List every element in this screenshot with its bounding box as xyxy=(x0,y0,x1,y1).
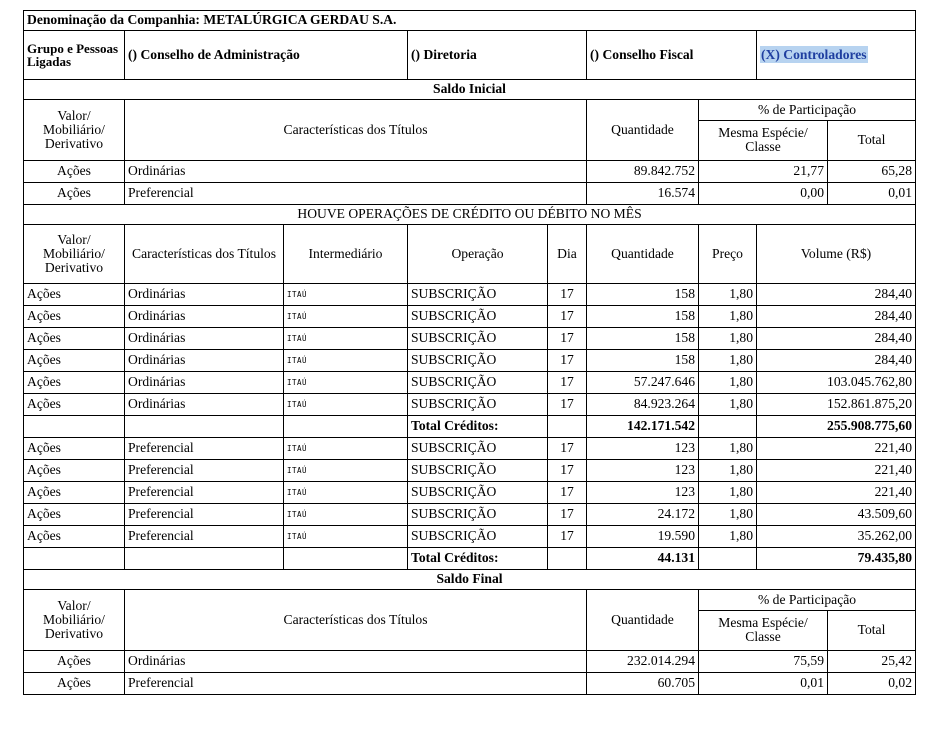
cell-valor: Ações xyxy=(24,526,125,548)
cell-operacao: SUBSCRIÇÃO xyxy=(408,350,548,372)
saldo-inicial-title: Saldo Inicial xyxy=(24,80,916,100)
total-volume: 255.908.775,60 xyxy=(757,416,916,438)
col-valor-header: Valor/ Mobiliário/ Derivativo xyxy=(24,590,125,651)
cell-caracteristicas: Preferencial xyxy=(125,460,284,482)
operation-row xyxy=(24,504,916,526)
cell-intermediario: ITAÚ xyxy=(284,306,408,328)
cell-preco: 1,80 xyxy=(699,394,757,416)
cell-operacao: SUBSCRIÇÃO xyxy=(408,482,548,504)
col-participacao-header: % de Participação xyxy=(699,590,916,611)
cell-preco: 1,80 xyxy=(699,526,757,548)
cell-quantidade: 24.172 xyxy=(587,504,699,526)
saldo-inicial-header-row-1 xyxy=(24,100,916,121)
cell-caracteristicas: Ordinárias xyxy=(125,350,284,372)
cell-caracteristicas: Preferencial xyxy=(125,526,284,548)
cell-volume: 284,40 xyxy=(757,284,916,306)
cell-operacao: SUBSCRIÇÃO xyxy=(408,460,548,482)
cell-intermediario: ITAÚ xyxy=(284,350,408,372)
company-name: Denominação da Companhia: METALÚRGICA GERDAU S.A. xyxy=(24,11,916,31)
ordinarias-total xyxy=(24,416,916,438)
cell-caracteristicas: Preferencial xyxy=(125,438,284,460)
cell-dia: 17 xyxy=(548,306,587,328)
col-valor-header: Valor/ Mobiliário/ Derivativo xyxy=(24,100,125,161)
securities-trading-form xyxy=(23,10,916,695)
cell-quantidade: 57.247.646 xyxy=(587,372,699,394)
group-label: Grupo e Pessoas Ligadas xyxy=(24,31,125,80)
cell-operacao: SUBSCRIÇÃO xyxy=(408,372,548,394)
cell-preco: 1,80 xyxy=(699,438,757,460)
cell-valor: Ações xyxy=(24,651,125,673)
col-intermediario-header: Intermediário xyxy=(284,225,408,284)
cell-operacao: SUBSCRIÇÃO xyxy=(408,284,548,306)
cell-dia: 17 xyxy=(548,460,587,482)
cell-volume: 35.262,00 xyxy=(757,526,916,548)
cell-valor: Ações xyxy=(24,372,125,394)
cell-total: 65,28 xyxy=(828,161,916,183)
empty-cell xyxy=(548,548,587,570)
col-caracteristicas-header: Características dos Títulos xyxy=(125,590,587,651)
cell-caracteristicas: Ordinárias xyxy=(125,394,284,416)
col-quantidade-header: Quantidade xyxy=(587,590,699,651)
cell-operacao: SUBSCRIÇÃO xyxy=(408,306,548,328)
cell-caracteristicas: Ordinárias xyxy=(125,328,284,350)
col-volume-header: Volume (R$) xyxy=(757,225,916,284)
saldo-final-row xyxy=(24,673,916,695)
option-diretoria: () Diretoria xyxy=(408,31,587,80)
empty-cell xyxy=(284,548,408,570)
total-creditos-row xyxy=(24,548,916,570)
cell-dia: 17 xyxy=(548,438,587,460)
operation-row xyxy=(24,372,916,394)
cell-caracteristicas: Preferencial xyxy=(125,504,284,526)
cell-total: 25,42 xyxy=(828,651,916,673)
cell-intermediario: ITAÚ xyxy=(284,328,408,350)
cell-mesma-especie: 21,77 xyxy=(699,161,828,183)
cell-valor: Ações xyxy=(24,350,125,372)
cell-intermediario: ITAÚ xyxy=(284,394,408,416)
cell-intermediario: ITAÚ xyxy=(284,284,408,306)
cell-quantidade: 89.842.752 xyxy=(587,161,699,183)
col-mesma-especie-header: Mesma Espécie/ Classe xyxy=(699,120,828,160)
operacoes-title: HOUVE OPERAÇÕES DE CRÉDITO OU DÉBITO NO MÊS xyxy=(24,205,916,225)
empty-cell xyxy=(125,416,284,438)
cell-preco: 1,80 xyxy=(699,284,757,306)
cell-valor: Ações xyxy=(24,284,125,306)
cell-intermediario: ITAÚ xyxy=(284,460,408,482)
cell-mesma-especie: 0,01 xyxy=(699,673,828,695)
empty-cell xyxy=(125,548,284,570)
option-controladores xyxy=(757,31,916,80)
cell-caracteristicas: Preferencial xyxy=(125,673,587,695)
cell-dia: 17 xyxy=(548,350,587,372)
empty-cell xyxy=(284,416,408,438)
cell-dia: 17 xyxy=(548,284,587,306)
cell-caracteristicas: Preferencial xyxy=(125,183,587,205)
cell-volume: 152.861.875,20 xyxy=(757,394,916,416)
cell-mesma-especie: 0,00 xyxy=(699,183,828,205)
cell-operacao: SUBSCRIÇÃO xyxy=(408,504,548,526)
operation-row xyxy=(24,350,916,372)
operation-row xyxy=(24,438,916,460)
cell-intermediario: ITAÚ xyxy=(284,482,408,504)
col-mesma-especie-header: Mesma Espécie/ Classe xyxy=(699,610,828,650)
cell-caracteristicas: Preferencial xyxy=(125,482,284,504)
cell-mesma-especie: 75,59 xyxy=(699,651,828,673)
cell-quantidade: 123 xyxy=(587,460,699,482)
cell-dia: 17 xyxy=(548,372,587,394)
total-creditos-label: Total Créditos: xyxy=(408,548,548,570)
saldo-final-row xyxy=(24,651,916,673)
cell-quantidade: 158 xyxy=(587,284,699,306)
operation-row xyxy=(24,460,916,482)
cell-preco: 1,80 xyxy=(699,372,757,394)
cell-preco: 1,80 xyxy=(699,504,757,526)
cell-volume: 221,40 xyxy=(757,438,916,460)
col-quantidade-header: Quantidade xyxy=(587,100,699,161)
total-creditos-row xyxy=(24,416,916,438)
cell-quantidade: 16.574 xyxy=(587,183,699,205)
saldo-inicial-row xyxy=(24,183,916,205)
cell-valor: Ações xyxy=(24,183,125,205)
cell-preco: 1,80 xyxy=(699,482,757,504)
col-caracteristicas-header: Características dos Títulos xyxy=(125,100,587,161)
operation-row xyxy=(24,284,916,306)
cell-quantidade: 232.014.294 xyxy=(587,651,699,673)
operation-row xyxy=(24,306,916,328)
operation-row xyxy=(24,328,916,350)
option-conselho-administracao: () Conselho de Administração xyxy=(125,31,408,80)
cell-valor: Ações xyxy=(24,482,125,504)
col-quantidade-header: Quantidade xyxy=(587,225,699,284)
empty-cell xyxy=(699,416,757,438)
cell-dia: 17 xyxy=(548,526,587,548)
cell-quantidade: 158 xyxy=(587,328,699,350)
cell-quantidade: 158 xyxy=(587,350,699,372)
cell-preco: 1,80 xyxy=(699,306,757,328)
empty-cell xyxy=(24,416,125,438)
saldo-final-header-row-1 xyxy=(24,590,916,611)
cell-valor: Ações xyxy=(24,306,125,328)
col-dia-header: Dia xyxy=(548,225,587,284)
cell-quantidade: 158 xyxy=(587,306,699,328)
operation-row xyxy=(24,394,916,416)
cell-caracteristicas: Ordinárias xyxy=(125,284,284,306)
cell-volume: 221,40 xyxy=(757,482,916,504)
col-total-header: Total xyxy=(828,610,916,650)
cell-operacao: SUBSCRIÇÃO xyxy=(408,438,548,460)
cell-valor: Ações xyxy=(24,394,125,416)
cell-valor: Ações xyxy=(24,438,125,460)
cell-intermediario: ITAÚ xyxy=(284,526,408,548)
cell-valor: Ações xyxy=(24,328,125,350)
cell-intermediario: ITAÚ xyxy=(284,504,408,526)
cell-quantidade: 19.590 xyxy=(587,526,699,548)
cell-operacao: SUBSCRIÇÃO xyxy=(408,328,548,350)
cell-quantidade: 123 xyxy=(587,482,699,504)
cell-caracteristicas: Ordinárias xyxy=(125,372,284,394)
total-creditos-label: Total Créditos: xyxy=(408,416,548,438)
cell-total: 0,02 xyxy=(828,673,916,695)
total-quantidade: 142.171.542 xyxy=(587,416,699,438)
cell-quantidade: 84.923.264 xyxy=(587,394,699,416)
selected-option-highlight: (X) Controladores xyxy=(761,46,867,62)
col-preco-header: Preço xyxy=(699,225,757,284)
cell-volume: 284,40 xyxy=(757,306,916,328)
cell-intermediario: ITAÚ xyxy=(284,372,408,394)
cell-valor: Ações xyxy=(24,504,125,526)
cell-operacao: SUBSCRIÇÃO xyxy=(408,526,548,548)
cell-caracteristicas: Ordinárias xyxy=(125,161,587,183)
cell-volume: 43.509,60 xyxy=(757,504,916,526)
col-total-header: Total xyxy=(828,120,916,160)
cell-volume: 284,40 xyxy=(757,350,916,372)
company-row xyxy=(24,11,916,31)
total-quantidade: 44.131 xyxy=(587,548,699,570)
empty-cell xyxy=(24,548,125,570)
cell-operacao: SUBSCRIÇÃO xyxy=(408,394,548,416)
cell-valor: Ações xyxy=(24,460,125,482)
operation-row xyxy=(24,526,916,548)
cell-dia: 17 xyxy=(548,482,587,504)
cell-quantidade: 60.705 xyxy=(587,673,699,695)
cell-total: 0,01 xyxy=(828,183,916,205)
cell-quantidade: 123 xyxy=(587,438,699,460)
cell-intermediario: ITAÚ xyxy=(284,438,408,460)
form-body xyxy=(24,11,916,284)
empty-cell xyxy=(548,416,587,438)
cell-dia: 17 xyxy=(548,328,587,350)
cell-caracteristicas: Ordinárias xyxy=(125,651,587,673)
option-conselho-fiscal: () Conselho Fiscal xyxy=(587,31,757,80)
cell-volume: 221,40 xyxy=(757,460,916,482)
saldo-final-title-row xyxy=(24,570,916,590)
cell-valor: Ações xyxy=(24,161,125,183)
ordinarias-operations xyxy=(24,284,916,416)
operacoes-header-row xyxy=(24,225,916,284)
empty-cell xyxy=(699,548,757,570)
saldo-inicial-row xyxy=(24,161,916,183)
cell-preco: 1,80 xyxy=(699,350,757,372)
operation-row xyxy=(24,482,916,504)
total-volume: 79.435,80 xyxy=(757,548,916,570)
preferencial-operations xyxy=(24,438,916,548)
cell-volume: 103.045.762,80 xyxy=(757,372,916,394)
cell-dia: 17 xyxy=(548,394,587,416)
cell-valor: Ações xyxy=(24,673,125,695)
saldo-inicial-title-row xyxy=(24,80,916,100)
group-row xyxy=(24,31,916,80)
col-valor-header: Valor/ Mobiliário/ Derivativo xyxy=(24,225,125,284)
col-operacao-header: Operação xyxy=(408,225,548,284)
cell-volume: 284,40 xyxy=(757,328,916,350)
cell-dia: 17 xyxy=(548,504,587,526)
saldo-final-title: Saldo Final xyxy=(24,570,916,590)
cell-preco: 1,80 xyxy=(699,328,757,350)
operacoes-title-row xyxy=(24,205,916,225)
cell-preco: 1,80 xyxy=(699,460,757,482)
cell-caracteristicas: Ordinárias xyxy=(125,306,284,328)
col-caracteristicas-header: Características dos Títulos xyxy=(125,225,284,284)
preferencial-total xyxy=(24,548,916,695)
col-participacao-header: % de Participação xyxy=(699,100,916,121)
